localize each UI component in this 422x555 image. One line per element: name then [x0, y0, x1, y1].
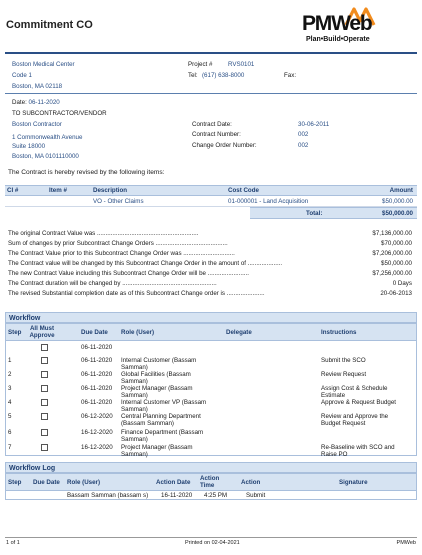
recipient-addr1: 1 Commonwealth Avenue — [12, 134, 83, 141]
wf-due-date: 06-11-2020 — [81, 371, 113, 378]
wf-due-date: 06-11-2020 — [81, 399, 113, 406]
table-row — [6, 355, 416, 372]
summary-value: 0 Days — [392, 280, 412, 287]
summary-label: The revised Substantial completion date as of this Subcontract Change order is ...................... — [8, 290, 265, 297]
summary-value: $70,000.00 — [381, 240, 412, 247]
wf-due-date: 06-11-2020 — [81, 344, 113, 351]
col-ci: CI # — [7, 187, 19, 194]
wf-due-date: 06-11-2020 — [81, 357, 113, 364]
workflow-section-title: Workflow — [5, 312, 417, 323]
change-order-number: 002 — [298, 142, 309, 149]
log-col-action-date: Action Date — [156, 479, 191, 486]
items-header-row — [5, 185, 417, 196]
wf-instructions: Re-Baseline with SCO and Raise PO — [321, 444, 395, 459]
summary-block — [8, 230, 412, 300]
wf-instructions: Review and Approve the Budget Request — [321, 413, 389, 428]
log-role: Bassam Samman (bassam s) — [67, 492, 149, 499]
wf-role: Central Planning Department (Bassam Samman) — [121, 413, 201, 428]
total-value: $50,000.00 — [382, 210, 413, 217]
summary-label: Sum of changes by prior Subcontract Change Orders .......................................... — [8, 240, 228, 247]
recipient-city: Boston, MA 0101110000 — [12, 153, 79, 160]
summary-row — [8, 270, 412, 280]
items-table — [5, 185, 417, 219]
summary-row — [8, 250, 412, 260]
summary-label: The Contract value will be changed by this Subcontract Change Order in the amount of .................... — [8, 260, 283, 267]
wf-due-date: 06-12-2020 — [81, 413, 113, 420]
all-must-approve-checkbox[interactable] — [41, 444, 48, 451]
log-col-action-time: Action Time — [200, 475, 220, 490]
item-cost-code: 01-000001 - Land Acquisition — [228, 198, 309, 205]
items-total-row — [250, 207, 417, 219]
log-action-time: 4:25 PM — [204, 492, 228, 499]
all-must-approve-checkbox[interactable] — [41, 429, 48, 436]
summary-value: $7,206,000.00 — [372, 250, 412, 257]
footer-page: 1 of 1 — [6, 540, 20, 546]
tel-label: Tel: — [188, 72, 198, 79]
wf-col-step: Step — [8, 329, 22, 336]
wf-due-date: 16-12-2020 — [81, 444, 113, 451]
log-action: Submit — [246, 492, 266, 499]
logo-text: PMWeb — [302, 12, 372, 35]
wf-due-date: 16-12-2020 — [81, 429, 113, 436]
wf-role: Project Manager (Bassam Samman) — [121, 385, 193, 400]
summary-value: $50,000.00 — [381, 260, 412, 267]
item-amount: $50,000.00 — [382, 198, 413, 205]
log-col-step: Step — [8, 479, 22, 486]
change-order-label: Change Order Number: — [192, 142, 257, 149]
logo-tagline: Plan•Build•Operate — [306, 36, 370, 43]
tel-value: (617) 638-8000 — [202, 72, 245, 79]
log-col-role: Role (User) — [67, 479, 101, 486]
wf-role: Global Facilities (Bassam Samman) — [121, 371, 191, 386]
wf-step: 1 — [8, 357, 12, 364]
workflow-log-section-title: Workflow Log — [5, 462, 417, 473]
table-row — [6, 369, 416, 386]
footer-divider — [5, 537, 417, 538]
wf-step: 5 — [8, 413, 12, 420]
header-divider — [5, 52, 417, 54]
summary-row — [8, 230, 412, 240]
contract-number-label: Contract Number: — [192, 131, 241, 138]
project-value: RVS0101 — [228, 61, 255, 68]
wf-role: Internal Customer (Bassam Samman) — [121, 357, 197, 372]
all-must-approve-checkbox[interactable] — [41, 357, 48, 364]
all-must-approve-checkbox[interactable] — [41, 413, 48, 420]
col-description: Description — [93, 187, 128, 194]
wf-step: 3 — [8, 385, 12, 392]
all-must-approve-checkbox[interactable] — [41, 371, 48, 378]
log-col-action: Action — [241, 479, 261, 486]
item-description: VO - Other Claims — [93, 198, 144, 205]
table-row — [6, 427, 416, 444]
workflow-log-table — [5, 473, 417, 500]
wf-col-instructions: Instructions — [321, 329, 357, 336]
summary-label: The new Contract Value including this Subcontract Change Order will be ........................ — [8, 270, 249, 277]
wf-step: 7 — [8, 444, 12, 451]
log-header-row — [6, 474, 416, 491]
wf-instructions: Submit the SCO — [321, 357, 366, 364]
summary-value: $7,256,000.00 — [372, 270, 412, 277]
revised-statement: The Contract is hereby revised by the following items: — [8, 169, 165, 176]
page-title: Commitment CO — [6, 19, 93, 31]
wf-step: 2 — [8, 371, 12, 378]
vendor-divider — [5, 93, 417, 94]
wf-col-delegate: Delegate — [226, 329, 252, 336]
recipient-company: Boston Contractor — [12, 121, 62, 128]
all-must-approve-checkbox[interactable] — [41, 344, 48, 351]
contract-date-label: Contract Date: — [192, 121, 232, 128]
table-row — [6, 442, 416, 459]
wf-instructions: Approve & Request Budget — [321, 399, 396, 406]
col-amount: Amount — [389, 187, 413, 194]
summary-value: $7,136,000.00 — [372, 230, 412, 237]
date-label: Date: — [12, 99, 27, 106]
wf-role: Finance Department (Bassam Samman) — [121, 429, 204, 444]
col-cost-code: Cost Code — [228, 187, 259, 194]
log-col-signature: Signature — [339, 479, 368, 486]
footer-brand: PMWeb — [396, 540, 416, 546]
total-label: Total: — [306, 210, 323, 217]
table-row — [6, 342, 416, 356]
table-row — [6, 411, 416, 428]
wf-col-due-date: Due Date — [81, 329, 108, 336]
summary-row — [8, 280, 412, 290]
summary-label: The Contract Value prior to this Subcontract Change Order was .............................. — [8, 250, 235, 257]
table-row — [6, 491, 416, 500]
all-must-approve-checkbox[interactable] — [41, 385, 48, 392]
summary-row — [8, 290, 412, 300]
summary-label: The original Contract Value was ........................................................... — [8, 230, 199, 237]
wf-col-all-must-approve: All Must Approve — [29, 325, 55, 340]
wf-step: 4 — [8, 399, 12, 406]
summary-value: 20-06-2013 — [380, 290, 412, 297]
pmweb-logo — [302, 3, 414, 49]
table-row — [6, 397, 416, 414]
vendor-city: Boston, MA 02118 — [12, 83, 63, 90]
wf-due-date: 06-11-2020 — [81, 385, 113, 392]
wf-role: Project Manager (Bassam Samman) — [121, 444, 193, 459]
footer-printed: Printed on 02-04-2021 — [185, 540, 240, 546]
recipient-to: TO SUBCONTRACTOR/VENDOR — [12, 110, 107, 117]
summary-label: The Contract duration will be changed by ....................................................... — [8, 280, 217, 287]
table-row — [6, 383, 416, 400]
contract-date: 30-06-2011 — [298, 121, 330, 128]
summary-row — [8, 260, 412, 270]
wf-step: 6 — [8, 429, 12, 436]
contract-number: 002 — [298, 131, 309, 138]
log-action-date: 16-11-2020 — [161, 492, 193, 499]
date-value: 06-11-2020 — [28, 99, 60, 106]
date-line — [12, 99, 60, 106]
vendor-name: Boston Medical Center — [12, 61, 75, 68]
vendor-line2: Code 1 — [12, 72, 32, 79]
wf-role: Internal Customer VP (Bassam Samman) — [121, 399, 207, 414]
wf-instructions: Review Request — [321, 371, 367, 378]
wf-instructions: Assign Cost & Schedule Estimate — [321, 385, 388, 400]
workflow-header-row — [6, 324, 416, 341]
workflow-table — [5, 323, 417, 459]
col-item: Item # — [49, 187, 67, 194]
table-row — [5, 196, 417, 207]
summary-row — [8, 240, 412, 250]
fax-label: Fax: — [284, 72, 297, 79]
wf-col-role: Role (User) — [121, 329, 155, 336]
all-must-approve-checkbox[interactable] — [41, 399, 48, 406]
log-col-due-date: Due Date — [33, 479, 60, 486]
project-label: Project # — [188, 61, 213, 68]
recipient-addr2: Suite 18000 — [12, 143, 46, 150]
